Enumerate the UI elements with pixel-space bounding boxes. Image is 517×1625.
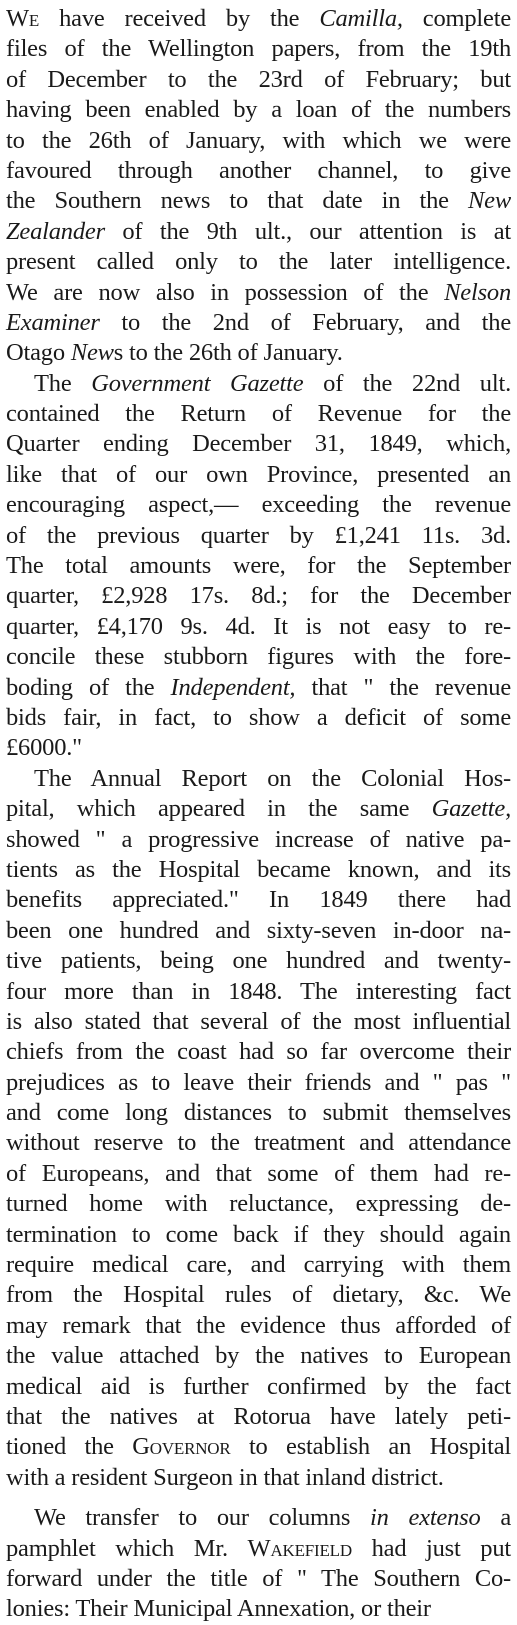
text-line: showed " a progressive increase of native pa- — [6, 825, 511, 853]
text-line: benefits appreciated." In 1849 there had — [6, 886, 511, 914]
text-line: medical aid is further confirmed by the fact — [6, 1372, 511, 1400]
text-line: the Southern news to that date in the New — [6, 187, 511, 215]
paragraph-camilla-papers — [6, 4, 511, 369]
text-line: and come long distances to submit themselves — [6, 1099, 511, 1127]
text-line: with a resident Surgeon in that inland district. — [6, 1463, 444, 1491]
text-line: encouraging aspect,— exceeding the revenue — [6, 491, 511, 519]
text-line: The total amounts were, for the September — [6, 552, 511, 580]
text-line: bids fair, in fact, to show a deficit of some — [6, 703, 511, 731]
text-line: present called only to the later intelligence. — [6, 248, 511, 276]
paragraph-revenue-return — [6, 369, 511, 764]
text-line: tive patients, being one hundred and twenty- — [6, 947, 511, 975]
text-line: been one hundred and sixty-seven in-door na- — [6, 916, 511, 944]
text-line: pamphlet which Mr. Wakefield had just put — [6, 1534, 511, 1562]
text-line: We transfer to our columns in extenso a — [34, 1504, 511, 1532]
text-line: of December to the 23rd of February; but — [6, 65, 511, 93]
text-line: Zealander of the 9th ult., our attention is at — [6, 217, 511, 245]
text-line: that the natives at Rotorua have lately peti- — [6, 1402, 511, 1430]
text-line: four more than in 1848. The interesting fact — [6, 977, 511, 1005]
text-line: prejudices as to leave their friends and " pas " — [6, 1068, 511, 1096]
text-line: £6000." — [6, 734, 82, 762]
text-line: chiefs from the coast had so far overcome their — [6, 1038, 511, 1066]
text-line: The Annual Report on the Colonial Hos- — [34, 764, 511, 792]
text-line: from the Hospital rules of dietary, &c. We — [6, 1281, 511, 1309]
text-line: tioned the Governor to establish an Hospital — [6, 1433, 511, 1461]
text-line: quarter, £4,170 9s. 4d. It is not easy to re- — [6, 612, 511, 640]
text-line: of the previous quarter by £1,241 11s. 3d. — [6, 521, 511, 549]
text-line: concile these stubborn figures with the fore- — [6, 643, 511, 671]
text-line: of Europeans, and that some of them had re- — [6, 1159, 511, 1187]
text-line: contained the Return of Revenue for the — [6, 400, 511, 428]
text-line: forward under the title of " The Southern Co- — [6, 1564, 511, 1592]
text-line: is also stated that several of the most influential — [6, 1007, 511, 1035]
text-line: favoured through another channel, to give — [6, 156, 511, 184]
text-line: quarter, £2,928 17s. 8d.; for the December — [6, 582, 511, 610]
text-line: require medical care, and carrying with them — [6, 1251, 511, 1279]
text-line: turned home with reluctance, expressing de- — [6, 1190, 511, 1218]
text-line: We are now also in possession of the Nelson — [6, 278, 511, 306]
text-line: to the 26th of January, with which we were — [6, 126, 511, 154]
text-line: We have received by the Camilla, complete — [6, 5, 511, 32]
text-line: Examiner to the 2nd of February, and the — [6, 308, 511, 336]
text-line: like that of our own Province, presented an — [6, 460, 511, 488]
paragraph-southern-colonies-pamphlet — [6, 1503, 511, 1625]
text-line: tients as the Hospital became known, and its — [6, 855, 511, 883]
text-line: Quarter ending December 31, 1849, which, — [6, 430, 511, 458]
paragraph-colonial-hospital — [6, 764, 511, 1493]
text-line: The Government Gazette of the 22nd ult. — [34, 369, 511, 397]
text-line: lonies: Their Municipal Annexation, or their — [6, 1595, 431, 1623]
text-line: the value attached by the natives to European — [6, 1342, 511, 1370]
text-line: Otago News to the 26th of January. — [6, 339, 343, 367]
text-line: termination to come back if they should again — [6, 1220, 511, 1248]
text-line: may remark that the evidence thus afforded of — [6, 1311, 511, 1339]
text-line: boding of the Independent, that " the revenue — [6, 673, 511, 701]
text-line: without reserve to the treatment and attendance — [6, 1129, 511, 1157]
text-line: having been enabled by a loan of the numbers — [6, 96, 511, 124]
text-line: pital, which appeared in the same Gazette, — [6, 795, 511, 823]
text-line: files of the Wellington papers, from the 19th — [6, 35, 511, 63]
